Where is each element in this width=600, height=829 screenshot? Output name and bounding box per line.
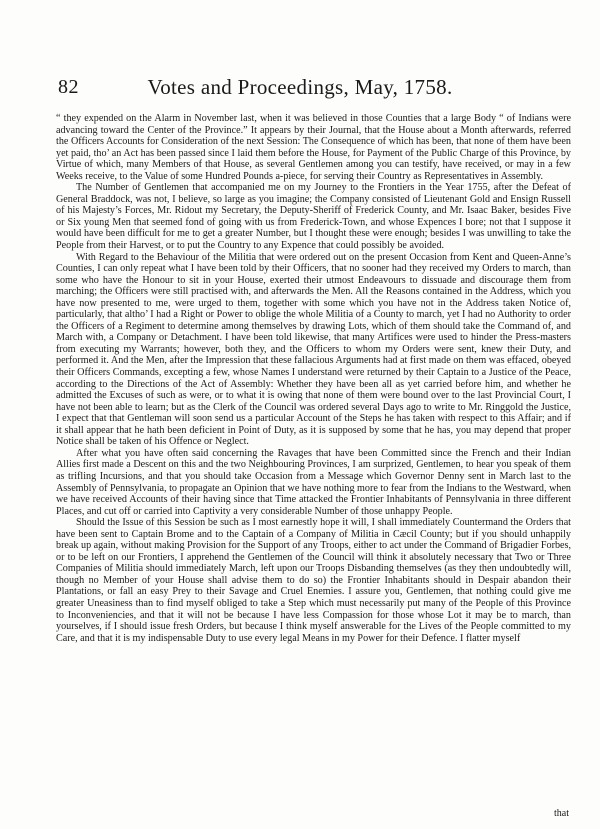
- body-text: [56, 113, 571, 644]
- catchword: that: [554, 808, 569, 819]
- page-header: [0, 76, 600, 104]
- paragraph-4: After what you have often said concerning the Ravages that have been Committed since the French and their Indian Allies first made a Descent on this and the two Neighbouring Provinces, I am surprized, Gentlemen, to hear you speak of them as trifling Incursions, and that you should take Occasion from a Message which Governor Denny sent in March last to the Assembly of Pennsylvania, to propagate an Opinion that we have nothing more to fear from the Indians to the Westward, when we have received Accounts of their having since that Time attacked the Frontier Inhabitants of Pennsylvania in three different Places, and cut off or carried into Captivity a very considerable Number of those unhappy People.: [56, 447, 571, 517]
- paragraph-1: “ they expended on the Alarm in November last, when it was believed in those Counties that a large Body “ of Indians were advancing toward the Center of the Province.” It appears by their Journal, that the House about a Month afterwards, referred the Officers Accounts for Consideration of the next Session: The Consequence of which has been, that none of them have been yet paid, tho’ an Act has been passed since I laid them before the House, for Payment of the Public Charge of this Province, by Virtue of which, many Members of that House, as several Gentlemen among you can testify, have received, or may in a few Weeks receive, to the Value of some Hundred Pounds a-piece, for serving their Country as Representatives in Assembly.: [56, 113, 571, 182]
- paragraph-3: With Regard to the Behaviour of the Militia that were ordered out on the present Occasion from Kent and Queen-Anne’s Counties, I can only repeat what I have been told by their Officers, that no sooner had they received my Orders to march, than some who have the Honour to sit in your House, exerted their utmost Endeavours to dissuade and discourage them from marching; the Officers were still practised with, and afterwards the Men. All the Reasons contained in the Address, which you have now presented to me, were urged to them, together with some which you have not in the Address taken Notice of, particularly, that altho’ I had a Right or Power to oblige the whole Militia of a County to march, yet I had no Authority to order the Officers of a Regiment to determine among themselves by drawing Lots, which of them should take the Command of, and March with, a Company or Detachment. I have been told likewise, that many Artifices were used to hinder the Press-masters from executing my Warrants; however, both they, and the Officers to whom my Orders were sent, knew their Duty, and performed it. And the Men, after the Impression that these fallacious Arguments had at first made on them was effaced, obeyed their Officers Commands, excepting a few, whose Names I understand were returned by their Captain to a Justice of the Peace, according to the Directions of the Act of Assembly: Whether they have been all as yet carried before him, and whether he admitted the Excuses of such as were, or to what it is owing that none of them were bound over to the last Provincial Court, I have not been able to learn; but as the Clerk of the Council was ordered several Days ago to write to Mr. Ringgold the Justice, I expect that that Gentleman will soon send us a particular Account of the Steps he has taken with respect to this Affair; and if it shall appear that he hath been deficient in Point of Duty, as it is supposed by some that he has, you may depend that proper Notice shall be taken of his Offence or Neglect.: [56, 251, 571, 448]
- paragraph-2: The Number of Gentlemen that accompanied me on my Journey to the Frontiers in the Year 1755, after the Defeat of General Braddock, was not, I believe, so large as you imagine; the Company consisted of Lieutenant Gold and Ensign Russell of his Majesty’s Forces, Mr. Ridout my Secretary, the Deputy-Sheriff of Frederick County, and Mr. Isaac Baker, besides Five or Six young Men that seemed fond of going with us from Frederick-Town, and whose Expences I bore; not that I suppose it would have been difficult for me to get a greater Number, but I thought these were enough; besides I was unwilling to take the People from their Harvest, or to put the Country to any Expence that could possibly be avoided.: [56, 182, 571, 252]
- page-number: 82: [58, 76, 79, 98]
- running-title: Votes and Proceedings, May, 1758.: [147, 75, 453, 99]
- paragraph-5: Should the Issue of this Session be such as I most earnestly hope it will, I shall immediately Countermand the Orders that have been sent to Captain Brome and to the Captain of a Company of Militia in Cæcil County; but if you should unhappily break up again, without making Provision for the Support of any Troops, either to act under the Command of Brigadier Forbes, or to be left on our Frontiers, I apprehend the Gentlemen of the Council will think it absolutely necessary that Two or Three Companies of Militia should immediately March, left upon our Troops Disbanding themselves (as they then undoubtedly will, though no Member of your House shall advise them to do so) the Frontier Inhabitants should in Despair abandon their Plantations, or fall an easy Prey to their Savage and Cruel Enemies. I assure you, Gentlemen, that nothing could give me greater Uneasiness than to find myself obliged to take a Step which must necessarily put many of the People of this Province to Inconveniencies, and that it will not be because I have less Compassion for those whose Lot it may be to march, than yourselves, if I should issue fresh Orders, but because I think myself answerable for the Lives of the People committed to my Care, and that it is my indispensable Duty to use every legal Means in my Power for their Defence. I flatter myself: [56, 517, 571, 644]
